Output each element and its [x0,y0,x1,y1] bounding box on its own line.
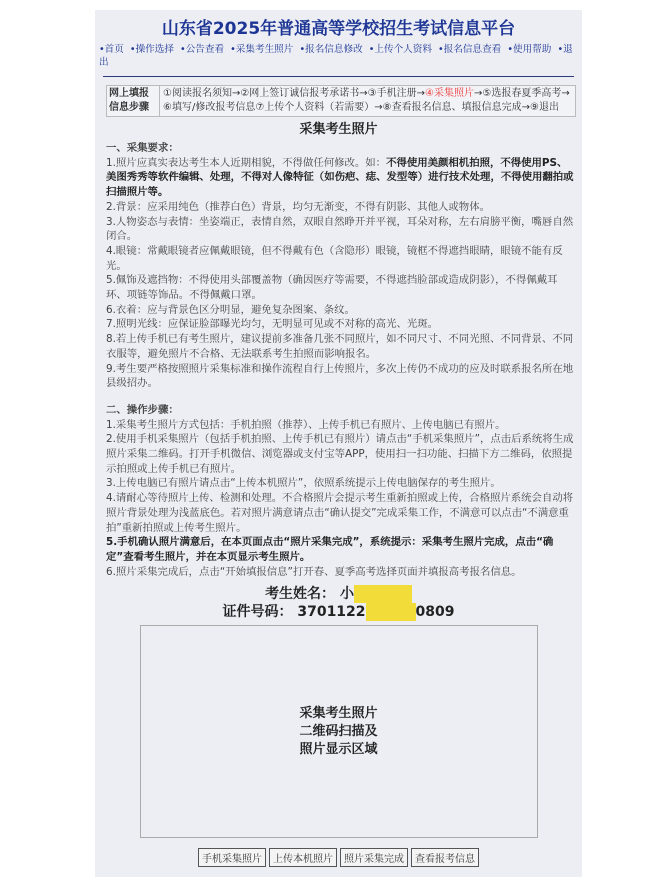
id-prefix: 3701122 [297,604,366,621]
page-title: 山东省2025年普通高等学校招生考试信息平台 [161,19,516,39]
photo-display-area [140,625,538,838]
item-text: 1.采集考生照片方式包括：手机拍照（推荐）、上传手机已有照片、上传电脑已有照片。 [106,418,506,431]
nav-view-info[interactable]: •报名信息查看 [438,44,502,55]
name-label: 考生姓名： [265,586,336,603]
item-text: 3.上传电脑已有照片请点击“上传本机照片”，依照系统提示上传电脑保存的考生照片。 [106,477,501,490]
instruction-item [106,362,574,391]
operations-list [106,418,574,580]
instruction-item [106,491,574,535]
candidate-name [95,585,582,603]
item-bold-text: 不得使用美颜相机拍照，不得使用PS、美图秀秀等软件编辑、处理，不得对人像特征（如伤疤、痣、发型等）进行技术处理，不得使用翻拍或扫描照片等。 [106,156,574,199]
instruction-item [106,565,574,580]
item-text: 2.背景：应采用纯色（推荐白色）背景，均匀无渐变，不得有阴影、其他人或物体。 [106,200,490,213]
steps-label: 网上填报信息步骤 [107,86,160,116]
current-step: ④采集照片 [425,88,474,99]
divider [103,76,574,77]
instruction-item [106,418,574,433]
instruction-item [106,244,574,273]
item-text: 3.人物姿态与表情：坐姿端正，表情自然，双眼自然睁开并平视，耳朵对称，左右肩膀平衡，嘴唇自然闭合。 [106,215,574,243]
name-value: 小 [339,586,354,603]
item-text: 6.衣着：应与背景色区分明显，避免复杂图案、条纹。 [106,303,355,316]
section-title: 采集考生照片 [299,122,378,137]
view-info-button[interactable]: 查看报考信息 [411,848,479,867]
instruction-item [106,273,574,302]
instruction-item [106,156,574,200]
redaction-mask [354,585,412,603]
instruction-item [106,432,574,476]
steps-text: ⑥填写/修改报考信息⑦上传个人资料（若需要）→⑧查看报名信息、填报信息完成→⑨退出 [163,102,559,113]
operations-heading: 二、操作步骤： [106,403,179,416]
steps-body [160,86,573,116]
item-text: 9.考生要严格按照照片采集标准和操作流程自行上传照片，多次上传仍不成功的应及时联系报名所在地县级招办。 [106,362,574,390]
id-suffix: 0809 [415,604,455,621]
item-text: 6.照片采集完成后，点击“开始填报信息”打开春、夏季高考选择页面并填报高考报名信息。 [106,565,522,578]
page [95,10,582,877]
item-text: 8.若上传手机已有考生照片，建议提前多准备几张不同照片，如不同尺寸、不同光照、不同背景、不同衣服等，避免照片不合格、无法联系考生拍照而影响报名。 [106,333,574,360]
photo-area-text: 采集考生照片 [299,705,378,721]
nav-operation-select[interactable]: •操作选择 [129,44,174,55]
candidate-id [95,603,582,621]
nav-edit-info[interactable]: •报名信息修改 [299,44,363,55]
item-text: 4.眼镜：常戴眼镜者应佩戴眼镜，但不得戴有色（含隐形）眼镜，镜框不得遮挡眼睛，眼镜不能有反光。 [106,244,563,272]
requirements-heading: 一、采集要求： [106,142,179,154]
nav-announcements[interactable]: •公告查看 [180,44,225,55]
instruction-item [106,200,574,215]
nav-upload-docs[interactable]: •上传个人资料 [368,44,432,55]
instruction-item [106,332,574,361]
item-text: 1.照片应真实表达考生本人近期相貌，不得做任何修改。如： [106,156,387,169]
steps-table [106,85,576,117]
requirements-list [106,156,574,391]
photo-area-text: 二维码扫描及 [299,723,378,739]
upload-local-photo-button[interactable]: 上传本机照片 [269,848,337,867]
steps-text: ①阅读报名须知→②网上签订诚信报考承诺书→③手机注册→ [163,88,426,99]
instruction-item [106,215,574,244]
photo-area-text: 照片显示区域 [299,741,378,757]
item-text: 4.请耐心等待照片上传、检测和处理。不合格照片会提示考生重新拍照或上传，合格照片系统会自动将照片背景处理为浅蓝底色。若对照片满意请点击“确认提交”完成采集工作，不满意可以点击“不满意重拍”重新拍照或上传考生照片。 [106,492,574,534]
item-text: 2.使用手机采集照片（包括手机拍照、上传手机已有照片）请点击“手机采集照片”，点击后系统将生成照片采集二维码。打开手机微信、浏览器或支付宝等APP，使用扫一扫功能、扫描下方二维码，依照提示拍照或上传手机已有照片。 [106,433,574,475]
steps-text: →⑤选报春夏季高考→ [474,88,570,99]
action-buttons [95,848,582,867]
nav-logout[interactable]: •退出 [99,44,573,68]
id-label: 证件号码： [222,604,293,621]
redaction-mask [366,603,416,621]
mobile-capture-button[interactable]: 手机采集照片 [198,848,266,867]
item-text: 7.照明光线：应保证脸部曝光均匀，无明显可见或不对称的高光、光斑。 [106,318,439,331]
instruction-item [106,535,574,564]
nav-home[interactable]: •首页 [99,44,124,55]
item-text: 5.佩饰及遮挡物：不得使用头部覆盖物（确因医疗等需要，不得遮挡脸部或造成阴影），不得佩戴耳环、项链等饰品。不得佩戴口罩。 [106,274,558,302]
instruction-item [106,476,574,491]
top-nav [99,43,578,69]
instructions [106,141,574,579]
instruction-item [106,317,574,332]
nav-collect-photo[interactable]: •采集考生照片 [230,44,294,55]
nav-help[interactable]: •使用帮助 [507,44,552,55]
capture-complete-button[interactable]: 照片采集完成 [340,848,408,867]
instruction-item [106,303,574,318]
item-bold-text: 5.手机确认照片满意后，在本页面点击“照片采集完成”，系统提示：采集考生照片完成，点击“确定”查看考生照片，并在本页显示考生照片。 [106,536,554,563]
